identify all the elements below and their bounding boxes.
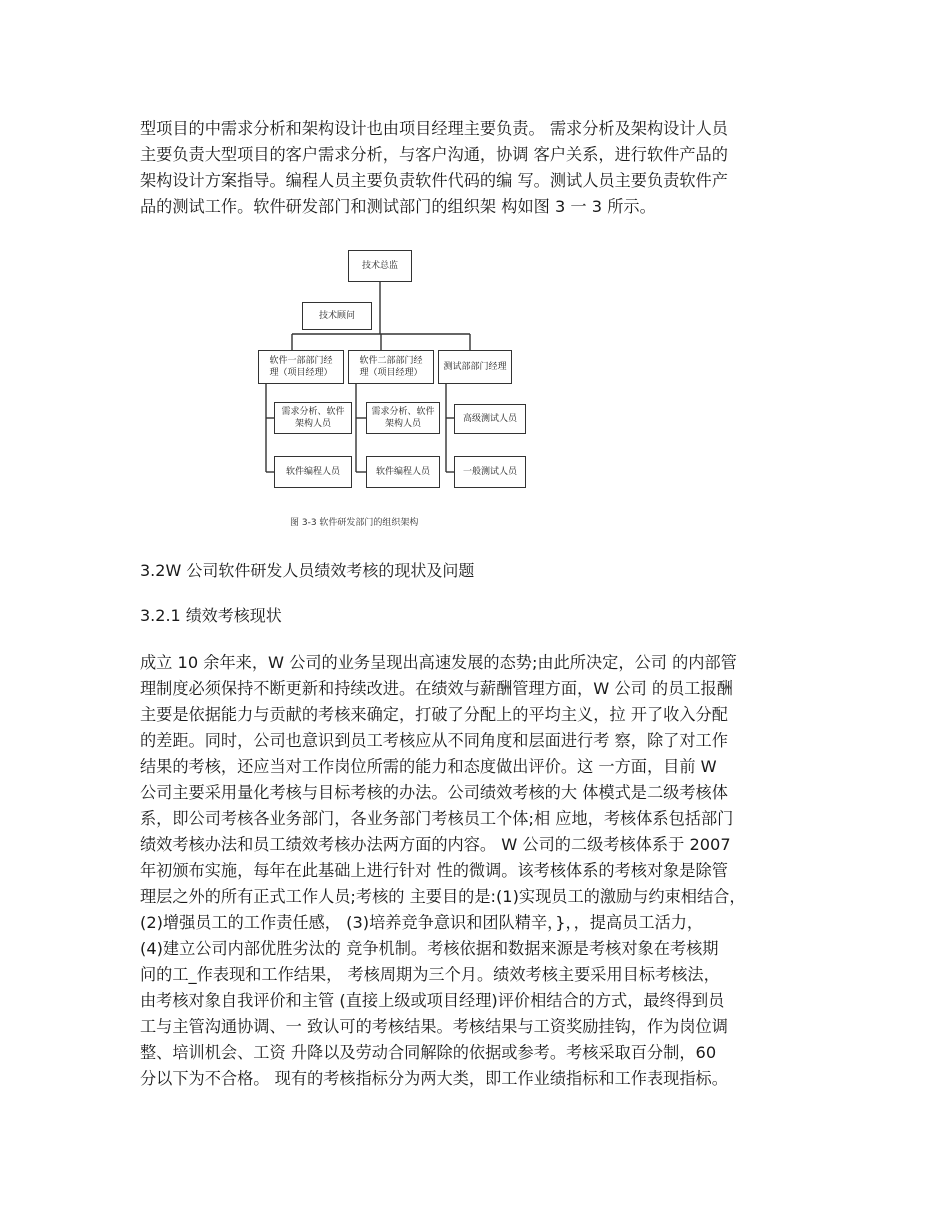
text-line: 工与主管沟通协调、一 致认可的考核结果。考核结果与工资奖励挂钩，作为岗位调 <box>140 1017 728 1036</box>
org-box-d2-role1 <box>366 402 440 434</box>
org-box-label: 理（项目经理） <box>269 368 333 378</box>
text-line: 绩效考核办法和员工绩效考核办法两方面的内容。 W 公司的二级考核体系于 2007 <box>140 835 731 854</box>
text-line: (4)建立公司内部优胜劣汰的 竞争机制。考核依据和数据来源是考核对象在考核期 <box>140 939 719 958</box>
text-line: 公司主要采用量化考核与目标考核的办法。公司绩效考核的大 体模式是二级考核体 <box>140 783 728 802</box>
org-box-label: 技术总监 <box>361 261 398 271</box>
org-box-advisor <box>302 302 372 330</box>
text-line: 主要负责大型项目的客户需求分析，与客户沟通，协调 客户关系，进行软件产品的 <box>140 145 728 164</box>
body-paragraph <box>140 650 820 1092</box>
text-line: 理制度必须保持不断更新和持续改进。在绩效与薪酬管理方面，W 公司 的员工报酬 <box>140 679 733 698</box>
org-box-label: 需求分析、软件 <box>371 407 435 417</box>
text-line: 主要是依据能力与贡献的考核来确定，打破了分配上的平均主义，拉 开了收入分配 <box>140 705 728 724</box>
text-line: 型项目的中需求分析和架构设计也由项目经理主要负责。 需求分析及架构设计人员 <box>140 119 728 138</box>
subsection-heading: 3.2.1 绩效考核现状 <box>140 606 282 625</box>
text-line: (2)增强员工的工作责任感， (3)培养竞争意识和团队精辛，}，，提高员工活力， <box>140 913 704 932</box>
text-line: 成立 10 余年来，W 公司的业务呈现出高速发展的态势;由此所决定，公司 的内部管 <box>140 653 737 672</box>
text-line: 结果的考核，还应当对工作岗位所需的能力和态度做出评价。这 一方面，目前 W <box>140 757 717 776</box>
org-box-dept3 <box>438 350 512 384</box>
org-box-label: 软件一部部门经 <box>269 356 333 366</box>
org-box-dept2 <box>348 350 434 384</box>
org-box-d3-role1 <box>454 404 526 434</box>
text-line: 的差距。同时，公司也意识到员工考核应从不同角度和层面进行考 察，除了对工作 <box>140 731 728 750</box>
org-box-label: 架构人员 <box>294 419 331 429</box>
org-chart-connectors <box>256 246 528 538</box>
org-box-label: 软件编程人员 <box>285 467 340 477</box>
section-heading: 3.2W 公司软件研发人员绩效考核的现状及问题 <box>140 561 475 580</box>
org-box-d3-role2 <box>454 456 526 488</box>
org-box-label: 技术顾问 <box>318 311 355 321</box>
text-line: 整、培训机会、工资 升降以及劳动合同解除的依据或参考。考核采取百分制，60 <box>140 1043 717 1062</box>
text-line: 由考核对象自我评价和主管 (直接上级或项目经理)评价相结合的方式，最终得到员 <box>140 991 725 1010</box>
org-box-top <box>348 250 412 282</box>
text-line: 品的测试工作。软件研发部门和测试部门的组织架 构如图 3 一 3 所示。 <box>140 197 656 216</box>
org-box-dept1 <box>258 350 344 384</box>
figure-caption: 图 3-3 软件研发部门的组织架构 <box>290 518 419 528</box>
org-box-label: 软件编程人员 <box>375 467 430 477</box>
org-box-d2-role2 <box>366 456 440 488</box>
org-chart-figure <box>256 246 528 538</box>
org-box-label: 架构人员 <box>384 419 421 429</box>
org-box-d1-role1 <box>274 402 352 434</box>
intro-paragraph <box>140 116 820 220</box>
org-box-label: 需求分析、软件 <box>281 407 345 417</box>
text-line: 问的工_作表现和工作结果， 考核周期为三个月。绩效考核主要采用目标考核法， <box>140 965 720 984</box>
org-box-label: 软件二部部门经 <box>359 356 423 366</box>
org-box-d1-role2 <box>274 456 352 488</box>
text-line: 年初颁布实施，每年在此基础上进行针对 性的微调。该考核体系的考核对象是除管 <box>140 861 728 880</box>
org-box-label: 一般测试人员 <box>462 467 517 477</box>
text-line: 系，即公司考核各业务部门，各业务部门考核员工个体;相 应地，考核体系包括部门 <box>140 809 734 828</box>
text-line: 分以下为不合格。 现有的考核指标分为两大类，即工作业绩指标和工作表现指标。 <box>140 1069 728 1088</box>
text-line: 理层之外的所有正式工作人员;考核的 主要目的是:(1)实现员工的激励与约束相结合， <box>140 887 746 906</box>
org-box-label: 高级测试人员 <box>462 414 517 424</box>
org-box-label: 理（项目经理） <box>359 368 423 378</box>
org-box-label: 测试部部门经理 <box>443 362 507 372</box>
text-line: 架构设计方案指导。编程人员主要负责软件代码的编 写。测试人员主要负责软件产 <box>140 171 728 190</box>
